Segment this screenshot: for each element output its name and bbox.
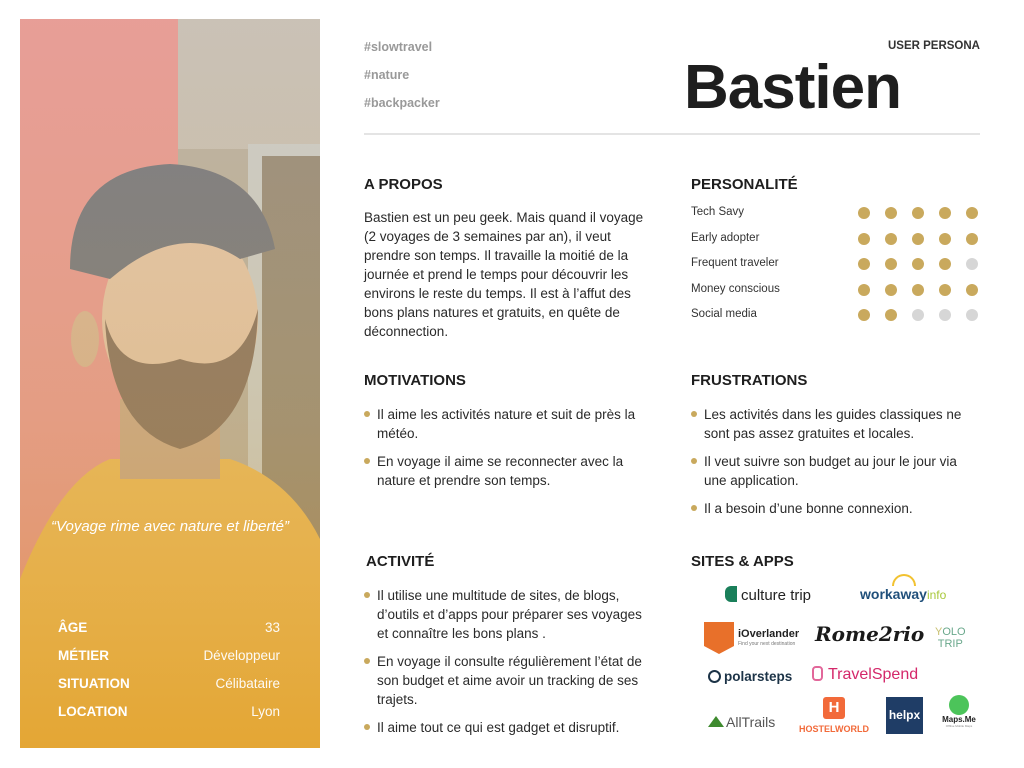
personality-trait: [691, 232, 983, 252]
rating-dot: [939, 309, 951, 321]
activity-title: ACTIVITÉ: [366, 553, 435, 570]
logo-maps-me: [938, 695, 980, 728]
list-item: Les activités dans les guides classiques ne sont pas assez gratuites et locales.: [691, 405, 981, 443]
rating-dot: [912, 258, 924, 270]
logo-text: AllTrails: [726, 714, 776, 730]
logo-text: info: [926, 588, 947, 602]
fact-value: Lyon: [251, 704, 280, 719]
fact-label: LOCATION: [58, 704, 128, 719]
frustrations-title: FRUSTRATIONS: [691, 372, 808, 389]
trait-label: Early adopter: [691, 232, 760, 244]
rating-dot: [966, 207, 978, 219]
trait-label: Social media: [691, 308, 757, 320]
persona-name: Bastien: [684, 53, 901, 122]
signpost-icon: [704, 622, 734, 654]
personality-trait: [691, 283, 983, 303]
rating-dot: [912, 284, 924, 296]
personality-trait: [691, 206, 983, 226]
rating-dot: [912, 233, 924, 245]
culture-trip-icon: [725, 586, 737, 602]
sun-icon: [892, 574, 916, 586]
logo-text: Find your next destination: [738, 641, 796, 647]
rating-dot: [912, 207, 924, 219]
fact-location: [58, 704, 280, 732]
rating-dot: [939, 258, 951, 270]
compass-icon: [708, 670, 721, 683]
logo-text: workaway: [860, 586, 927, 602]
logo-text: TRIP: [937, 638, 963, 650]
hashtag: #slowtravel: [364, 40, 433, 54]
fact-age: [58, 620, 280, 648]
personality-title: PERSONALITÉ: [691, 176, 798, 193]
logo-ioverlander: [704, 622, 800, 659]
logo-text: HOSTELWORLD: [799, 724, 869, 734]
logo-text: OLO: [942, 626, 966, 638]
hostelworld-icon: H: [823, 697, 845, 719]
trait-label: Money conscious: [691, 283, 780, 295]
fact-value: 33: [264, 620, 280, 635]
activity-list: [364, 586, 649, 746]
fact-label: ÂGE: [58, 620, 88, 635]
logo-text: culture trip: [741, 587, 812, 604]
rating-dot: [858, 258, 870, 270]
list-item: Il aime les activités nature et suit de près la météo.: [364, 405, 654, 443]
motivations-list: [364, 405, 654, 499]
list-item: Il utilise une multitude de sites, de blogs, d’outils et d’apps pour préparer ses voyages et connaître les bons plans .: [364, 586, 649, 643]
fact-label: MÉTIER: [58, 648, 110, 663]
logo-text: Maps.Me: [942, 715, 976, 724]
list-item: En voyage il consulte régulièrement l’état de son budget et aime avoir un tracking de ses trajets.: [364, 652, 649, 709]
rating-dot: [885, 233, 897, 245]
list-item: Il veut suivre son budget au jour le jour via une application.: [691, 452, 981, 490]
trait-label: Frequent traveler: [691, 257, 779, 269]
rating-dot: [966, 284, 978, 296]
persona-quote: “Voyage rime avec nature et liberté”: [51, 518, 289, 535]
trait-label: Tech Savy: [691, 206, 745, 218]
map-icon: [949, 695, 969, 715]
rating-dot: [858, 309, 870, 321]
list-item: En voyage il aime se reconnecter avec la nature et prendre son temps.: [364, 452, 654, 490]
about-text: Bastien est un peu geek. Mais quand il voyage (2 voyages de 3 semaines par an), il veut prendre son temps. Il travaille la moitié de la journée et prend le temps pour découvrir les environs le reste du temps. Il est à l’affut des bons plans natures et gratuits, en quête de déconnection.: [364, 210, 644, 339]
rating-dot: [939, 284, 951, 296]
rating-dot: [885, 258, 897, 270]
persona-facts: [58, 620, 280, 732]
logo-rome2rio: Rome2rio: [815, 622, 925, 646]
logo-workaway: [860, 586, 946, 602]
logo-yolo-trip: YOLO TRIP: [935, 626, 966, 650]
rating-dot: [885, 309, 897, 321]
logo-text: TravelSpend: [828, 666, 919, 683]
rating-dot: [858, 284, 870, 296]
rating-dot: [939, 207, 951, 219]
rating-dot: [885, 207, 897, 219]
hashtag: #backpacker: [364, 96, 440, 110]
fact-value: Développeur: [203, 648, 280, 663]
rating-dot: [858, 233, 870, 245]
logo-polarsteps: [708, 669, 792, 684]
fact-situation: [58, 676, 280, 704]
frustrations-list: [691, 405, 981, 527]
logo-travelspend: [812, 666, 918, 684]
logo-culture-trip: [725, 586, 811, 604]
list-item: Il aime tout ce qui est gadget et disruptif.: [364, 718, 649, 737]
rating-dot: [912, 309, 924, 321]
fact-job: [58, 648, 280, 676]
personality-trait: [691, 257, 983, 277]
logo-helpx: helpx: [886, 697, 923, 734]
rating-dot: [966, 258, 978, 270]
rating-dot: [939, 233, 951, 245]
logo-hostelworld: [797, 697, 871, 737]
hashtag: #nature: [364, 68, 410, 82]
rating-dot: [966, 309, 978, 321]
backpack-icon: [812, 666, 823, 681]
logo-alltrails: [708, 714, 775, 730]
fact-value: Célibataire: [215, 676, 280, 691]
rating-dot: [885, 284, 897, 296]
logo-text: iOverlander: [738, 628, 800, 640]
fact-label: SITUATION: [58, 676, 130, 691]
personality-trait: [691, 308, 983, 328]
list-item: Il a besoin d’une bonne connexion.: [691, 499, 981, 518]
divider: [364, 133, 980, 135]
about-title: A PROPOS: [364, 176, 443, 193]
logo-text: Offline Mobile Maps: [945, 724, 973, 728]
mountain-icon: [708, 716, 724, 727]
apps-title: SITES & APPS: [691, 553, 794, 570]
page-kicker: USER PERSONA: [887, 40, 980, 52]
logo-text: polarsteps: [724, 669, 793, 684]
rating-dot: [966, 233, 978, 245]
rating-dot: [858, 207, 870, 219]
motivations-title: MOTIVATIONS: [364, 372, 466, 389]
